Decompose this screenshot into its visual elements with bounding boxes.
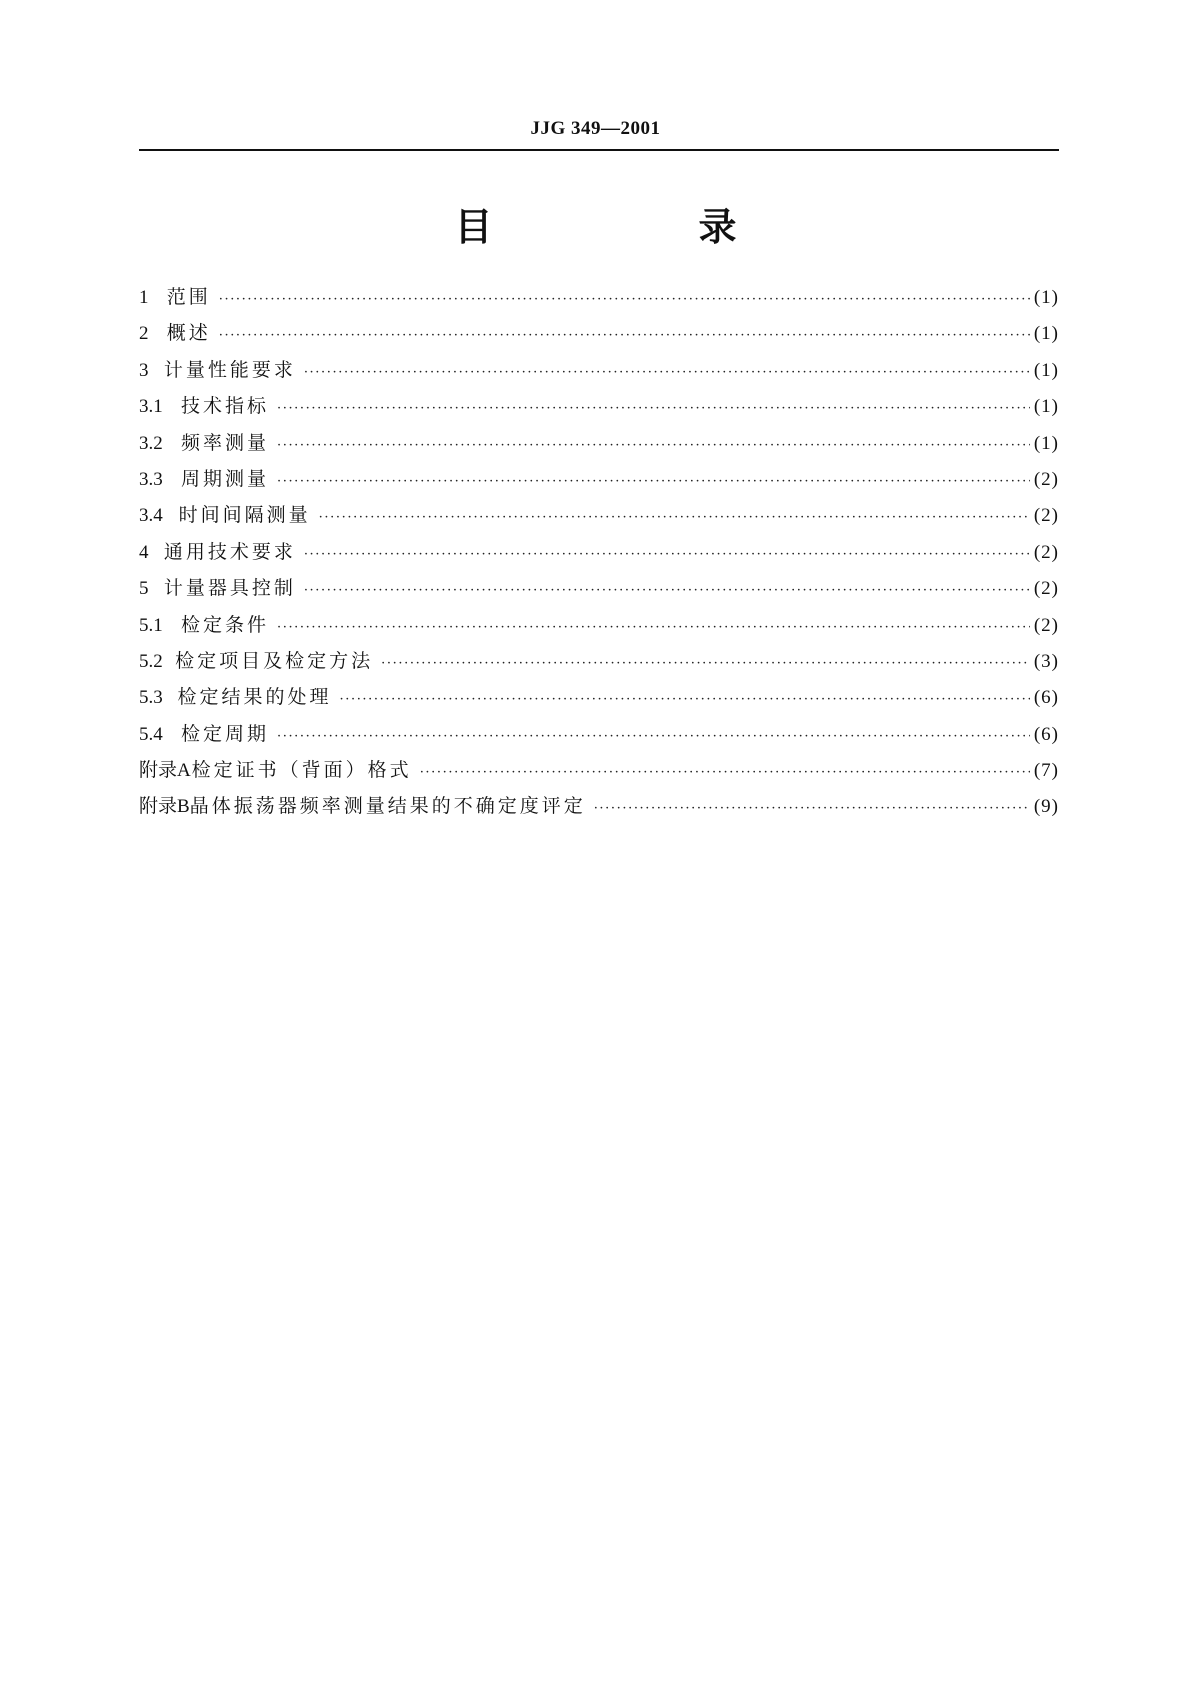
toc-entry-page: (2) (1033, 468, 1059, 490)
toc-dot-leader (219, 318, 1030, 354)
document-code: JJG 349—2001 (530, 118, 661, 139)
toc-dot-leader (277, 610, 1030, 646)
toc-entry-number: 3 (139, 359, 149, 381)
toc-entry[interactable] (139, 279, 1059, 315)
toc-entry[interactable] (139, 461, 1059, 497)
toc-entry[interactable] (139, 607, 1059, 643)
toc-entry-page: (6) (1033, 687, 1059, 709)
toc-entry-title: 计量性能要求 (163, 358, 296, 381)
toc-entry-page: (1) (1033, 323, 1059, 345)
toc-entry-page: (1) (1033, 396, 1059, 418)
toc-dot-leader (277, 428, 1030, 464)
toc-entry-number: 5.3 (139, 687, 163, 709)
toc-entry-number: 附录B (139, 796, 190, 818)
toc-dot-leader (304, 573, 1030, 609)
toc-entry-number: 5 (139, 578, 149, 600)
toc-dot-leader (340, 682, 1030, 718)
toc-dot-leader (277, 464, 1030, 500)
toc-entry-page: (2) (1033, 541, 1059, 563)
toc-entry-page: (6) (1033, 723, 1059, 745)
toc-entry-page: (3) (1033, 650, 1059, 672)
toc-entry-title: 检定周期 (180, 722, 269, 745)
toc-entry-number: 1 (139, 287, 149, 308)
toc-entry[interactable] (139, 788, 1059, 824)
toc-entry-number: 5.1 (139, 614, 163, 636)
toc-entry-number: 3.2 (139, 432, 163, 454)
toc-entry-number: 3.1 (139, 396, 163, 418)
toc-entry-number: 5.2 (139, 650, 163, 672)
header-rule (139, 149, 1059, 151)
toc-entry[interactable] (139, 643, 1059, 679)
toc-entry-title: 范围 (166, 286, 211, 308)
toc-entry-number: 2 (139, 323, 149, 345)
toc-entry-title: 计量器具控制 (163, 577, 296, 600)
toc-dot-leader (594, 791, 1030, 827)
toc-entry-page: (1) (1033, 359, 1059, 381)
toc-entry-title: 时间间隔测量 (178, 504, 311, 527)
toc-entry[interactable] (139, 716, 1059, 752)
toc-dot-leader (219, 282, 1030, 318)
toc-entry[interactable] (139, 534, 1059, 570)
toc-entry-page: (1) (1033, 287, 1059, 308)
toc-entry-number: 3.3 (139, 468, 163, 490)
toc-entry-title: 晶体振荡器频率测量结果的不确定度评定 (189, 795, 586, 818)
toc-entry-page: (2) (1033, 578, 1059, 600)
toc-dot-leader (420, 755, 1030, 791)
toc-entry[interactable] (139, 315, 1059, 351)
toc-entry-title: 检定结果的处理 (177, 686, 332, 709)
toc-entry-page: (1) (1033, 432, 1059, 454)
toc-entry-number: 附录A (139, 760, 191, 782)
toc-entry-page: (2) (1033, 614, 1059, 636)
toc-entry[interactable] (139, 425, 1059, 461)
toc-entry-title: 通用技术要求 (163, 540, 296, 563)
toc-entry-title: 概述 (166, 322, 211, 345)
toc-entry-title: 检定条件 (180, 613, 269, 636)
toc-entry[interactable] (139, 352, 1059, 388)
toc-entry[interactable] (139, 388, 1059, 424)
toc-entry-title: 技术指标 (180, 395, 269, 418)
toc-dot-leader (277, 391, 1030, 427)
toc-entry-title: 检定项目及检定方法 (175, 649, 374, 672)
toc-entry[interactable] (139, 497, 1059, 533)
toc-entry[interactable] (139, 679, 1059, 715)
toc-dot-leader (381, 646, 1030, 682)
toc-entry-number: 5.4 (139, 723, 163, 745)
toc-entry-title: 周期测量 (180, 467, 269, 490)
toc-entry-number: 4 (139, 541, 149, 563)
toc-entry[interactable] (139, 570, 1059, 606)
toc-entry-page: (9) (1033, 796, 1059, 818)
toc-entry-title: 频率测量 (180, 431, 269, 454)
toc-entry[interactable] (139, 752, 1059, 788)
toc-dot-leader (277, 719, 1030, 755)
toc-dot-leader (304, 355, 1030, 391)
toc-entry-title: 检定证书（背面）格式 (191, 759, 412, 782)
toc-dot-leader (319, 500, 1030, 536)
toc-entry-number: 3.4 (139, 505, 163, 527)
toc-title: 目 录 (454, 205, 821, 249)
table-of-contents (139, 279, 1059, 825)
toc-entry-page: (7) (1033, 760, 1059, 782)
toc-dot-leader (304, 537, 1030, 573)
toc-entry-page: (2) (1033, 505, 1059, 527)
